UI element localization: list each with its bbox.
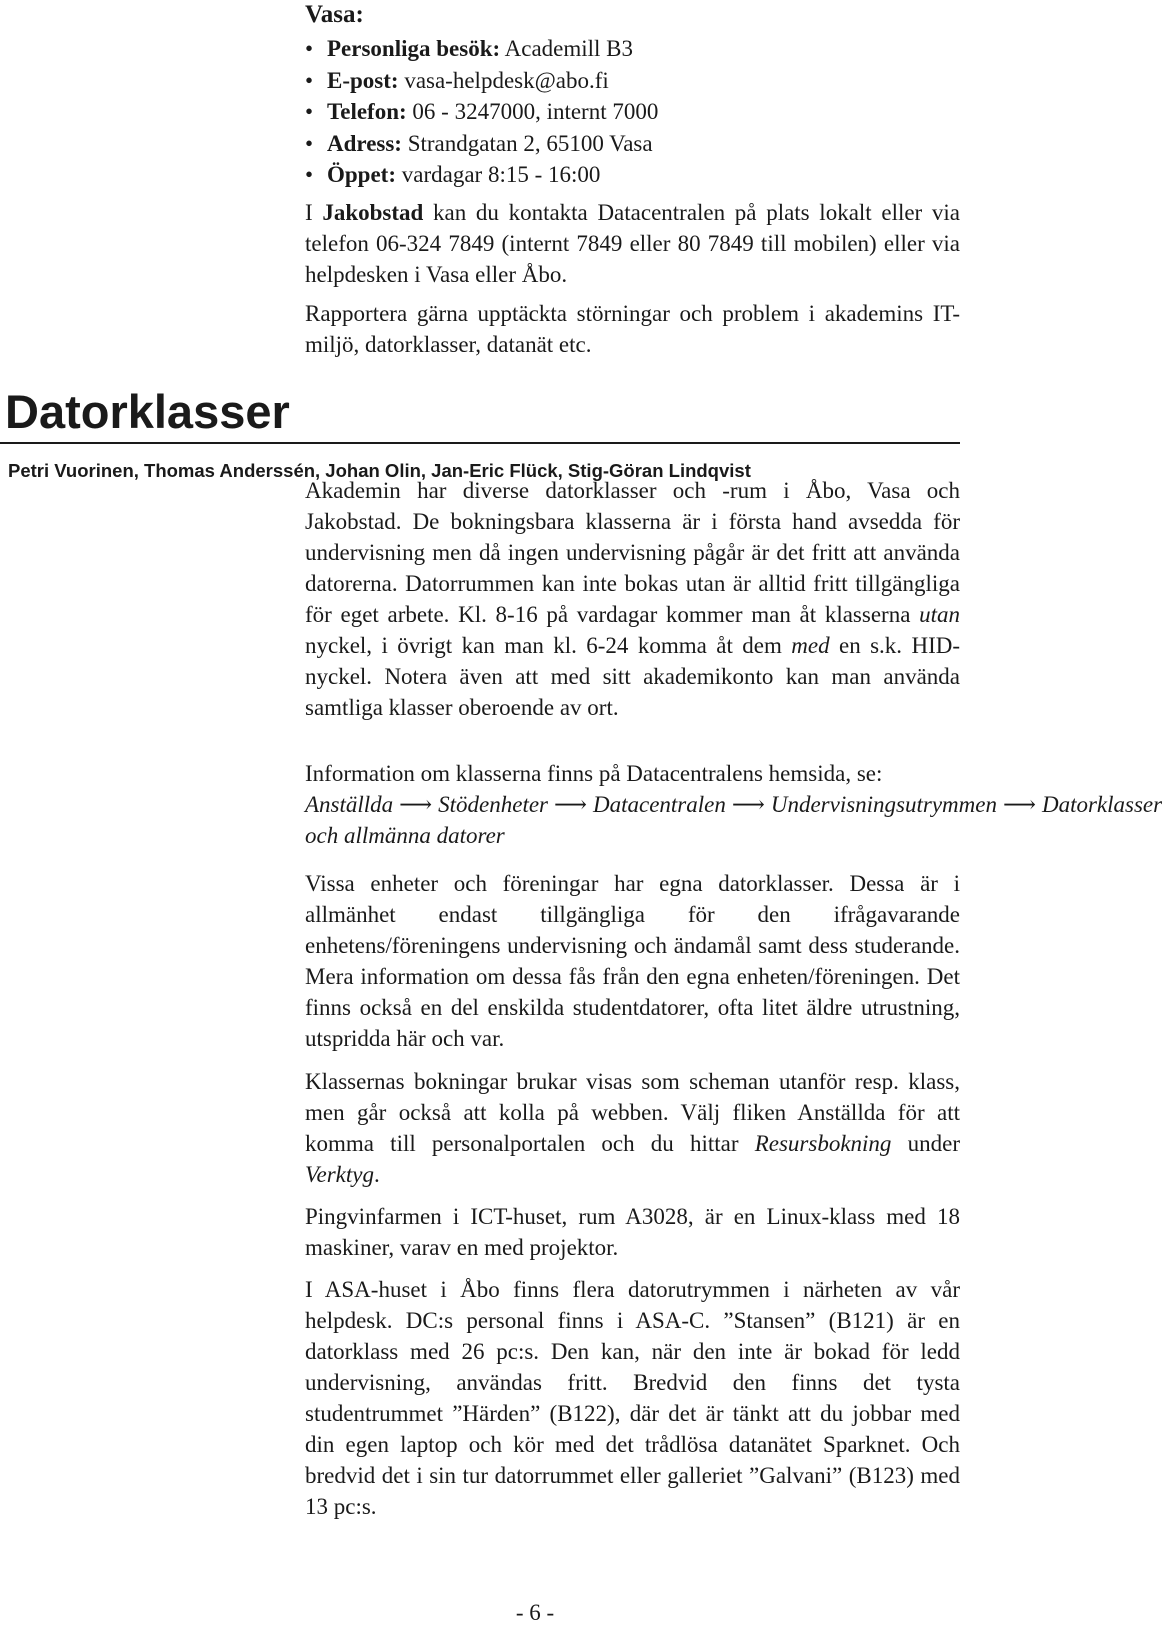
- section-authors: Petri Vuorinen, Thomas Anderssén, Johan Olin, Jan-Eric Flück, Stig-Göran Lindqvist: [8, 460, 751, 481]
- contact-visit: [305, 33, 658, 65]
- email-link[interactable]: vasa-helpdesk@abo.fi: [398, 67, 609, 93]
- arrow-icon: ⟶: [554, 792, 587, 817]
- text-run: Klassernas bokningar brukar visas som scheman utanför resp. klass, men går också att kolla på webben. Välj fliken Anställda för att komma till personalportalen och du hittar: [305, 1069, 960, 1156]
- text-run: en s.k. HID-nyckel. Notera även att med sitt akademikonto kan man använda samtliga klasser oberoende av ort.: [305, 633, 960, 720]
- linux-paragraph: [305, 1201, 960, 1263]
- text-run: nyckel, i övrigt kan man kl. 6-24 komma åt dem: [305, 633, 792, 658]
- contact-value: 06 - 3247000, internt 7000: [406, 99, 659, 124]
- units-paragraph: [305, 868, 960, 1054]
- text-run: Information om klasserna finns på Datacentralens hemsida, se:: [305, 761, 883, 786]
- arrow-icon: ⟶: [399, 792, 433, 817]
- contact-value: vardagar 8:15 - 16:00: [396, 162, 601, 187]
- contact-label: E-post:: [327, 67, 399, 93]
- report-text: Rapportera gärna upptäckta störningar och problem i akademins IT-miljö, datorklasser, datanät etc.: [305, 301, 960, 357]
- nav-path-item[interactable]: Undervisningsutrymmen: [770, 792, 997, 817]
- contact-phone: [305, 96, 658, 128]
- report-paragraph: [305, 298, 960, 360]
- text-run: I: [305, 200, 323, 225]
- text-run: Akademin har diverse datorklasser och -rum i Åbo, Vasa och Jakobstad. De bokningsbara klasserna är i första hand avsedda för undervisning men då ingen undervisning pågår är det fritt att använda datorerna. Datorrummen kan inte bokas utan är alltid fritt tillgängliga för eget arbete. Kl. 8-16 på vardagar kommer man åt klasserna: [305, 478, 960, 627]
- nav-path-item[interactable]: Stödenheter: [438, 792, 549, 817]
- vasa-heading: Vasa:: [305, 1, 364, 28]
- contact-value: Academill B3: [500, 36, 634, 61]
- contact-hours: [305, 159, 658, 191]
- contact-label: Adress:: [327, 130, 402, 156]
- text-run: under: [891, 1131, 960, 1156]
- arrow-icon: ⟶: [1002, 792, 1036, 817]
- emphasis: Resursbokning: [754, 1131, 892, 1156]
- nav-path-item[interactable]: Datorklasser och allmänna datorer: [305, 792, 1162, 848]
- contact-address: [305, 128, 658, 160]
- units-text: Vissa enheter och föreningar har egna datorklasser. Dessa är i allmänhet endast tillgängliga för den ifrågavarande enhetens/föreningens undervisning och ändamål samt dess studerande. Mera information om dessa fås från den egna enheten/föreningen. Det finns också en del enskilda studentdatorer, ofta litet äldre utrustning, utspridda här och var.: [305, 871, 960, 1051]
- contact-label: Öppet:: [327, 162, 396, 187]
- vasa-contact-list: [305, 33, 658, 191]
- info-paragraph: [305, 758, 1162, 851]
- contact-email: [305, 65, 658, 97]
- contact-label: Telefon:: [327, 99, 407, 124]
- asa-text: I ASA-huset i Åbo finns flera datorutrymmen i närheten av vår helpdesk. DC:s personal finns i ASA-C. ”Stansen” (B121) är en datorklass med 26 pc:s. Den kan, när den inte är bokad för ledd undervisning, användas fritt. Bredvid den finns det tysta studentrummet ”Härden” (B122), där det är tänkt att du jobbar med din egen laptop och kör med det trådlösa datanätet Sparknet. Och bredvid det i sin tur datorrummet eller galleriet ”Galvani” (B123) med 13 pc:s.: [305, 1277, 960, 1519]
- jakobstad-name: Jakobstad: [322, 200, 424, 225]
- emphasis: utan: [919, 602, 960, 627]
- text-run: .: [373, 1162, 380, 1187]
- text-run: kan du kontakta Datacentralen på plats lokalt eller via telefon 06-324 7849 (internt 7849 eller 80 7849 till mobilen) eller via helpdesken i Vasa eller Åbo.: [305, 200, 960, 287]
- nav-path-item[interactable]: Datacentralen: [593, 792, 726, 817]
- page-number: - 6 -: [515, 1600, 555, 1625]
- emphasis: med: [791, 633, 830, 658]
- booking-paragraph: [305, 1066, 960, 1190]
- nav-path-item[interactable]: Anställda: [305, 792, 394, 817]
- intro-paragraph: [305, 475, 960, 723]
- contact-value: Strandgatan 2, 65100 Vasa: [401, 130, 653, 156]
- arrow-icon: ⟶: [731, 792, 765, 817]
- linux-text: Pingvinfarmen i ICT-huset, rum A3028, är en Linux-klass med 18 maskiner, varav en med projektor.: [305, 1204, 960, 1260]
- asa-paragraph: [305, 1274, 960, 1522]
- contact-label: Personliga besök:: [327, 36, 501, 61]
- title-rule: [0, 442, 960, 444]
- section-title: Datorklasser: [5, 385, 290, 438]
- jakobstad-paragraph: [305, 197, 960, 290]
- emphasis: Verktyg: [305, 1162, 374, 1187]
